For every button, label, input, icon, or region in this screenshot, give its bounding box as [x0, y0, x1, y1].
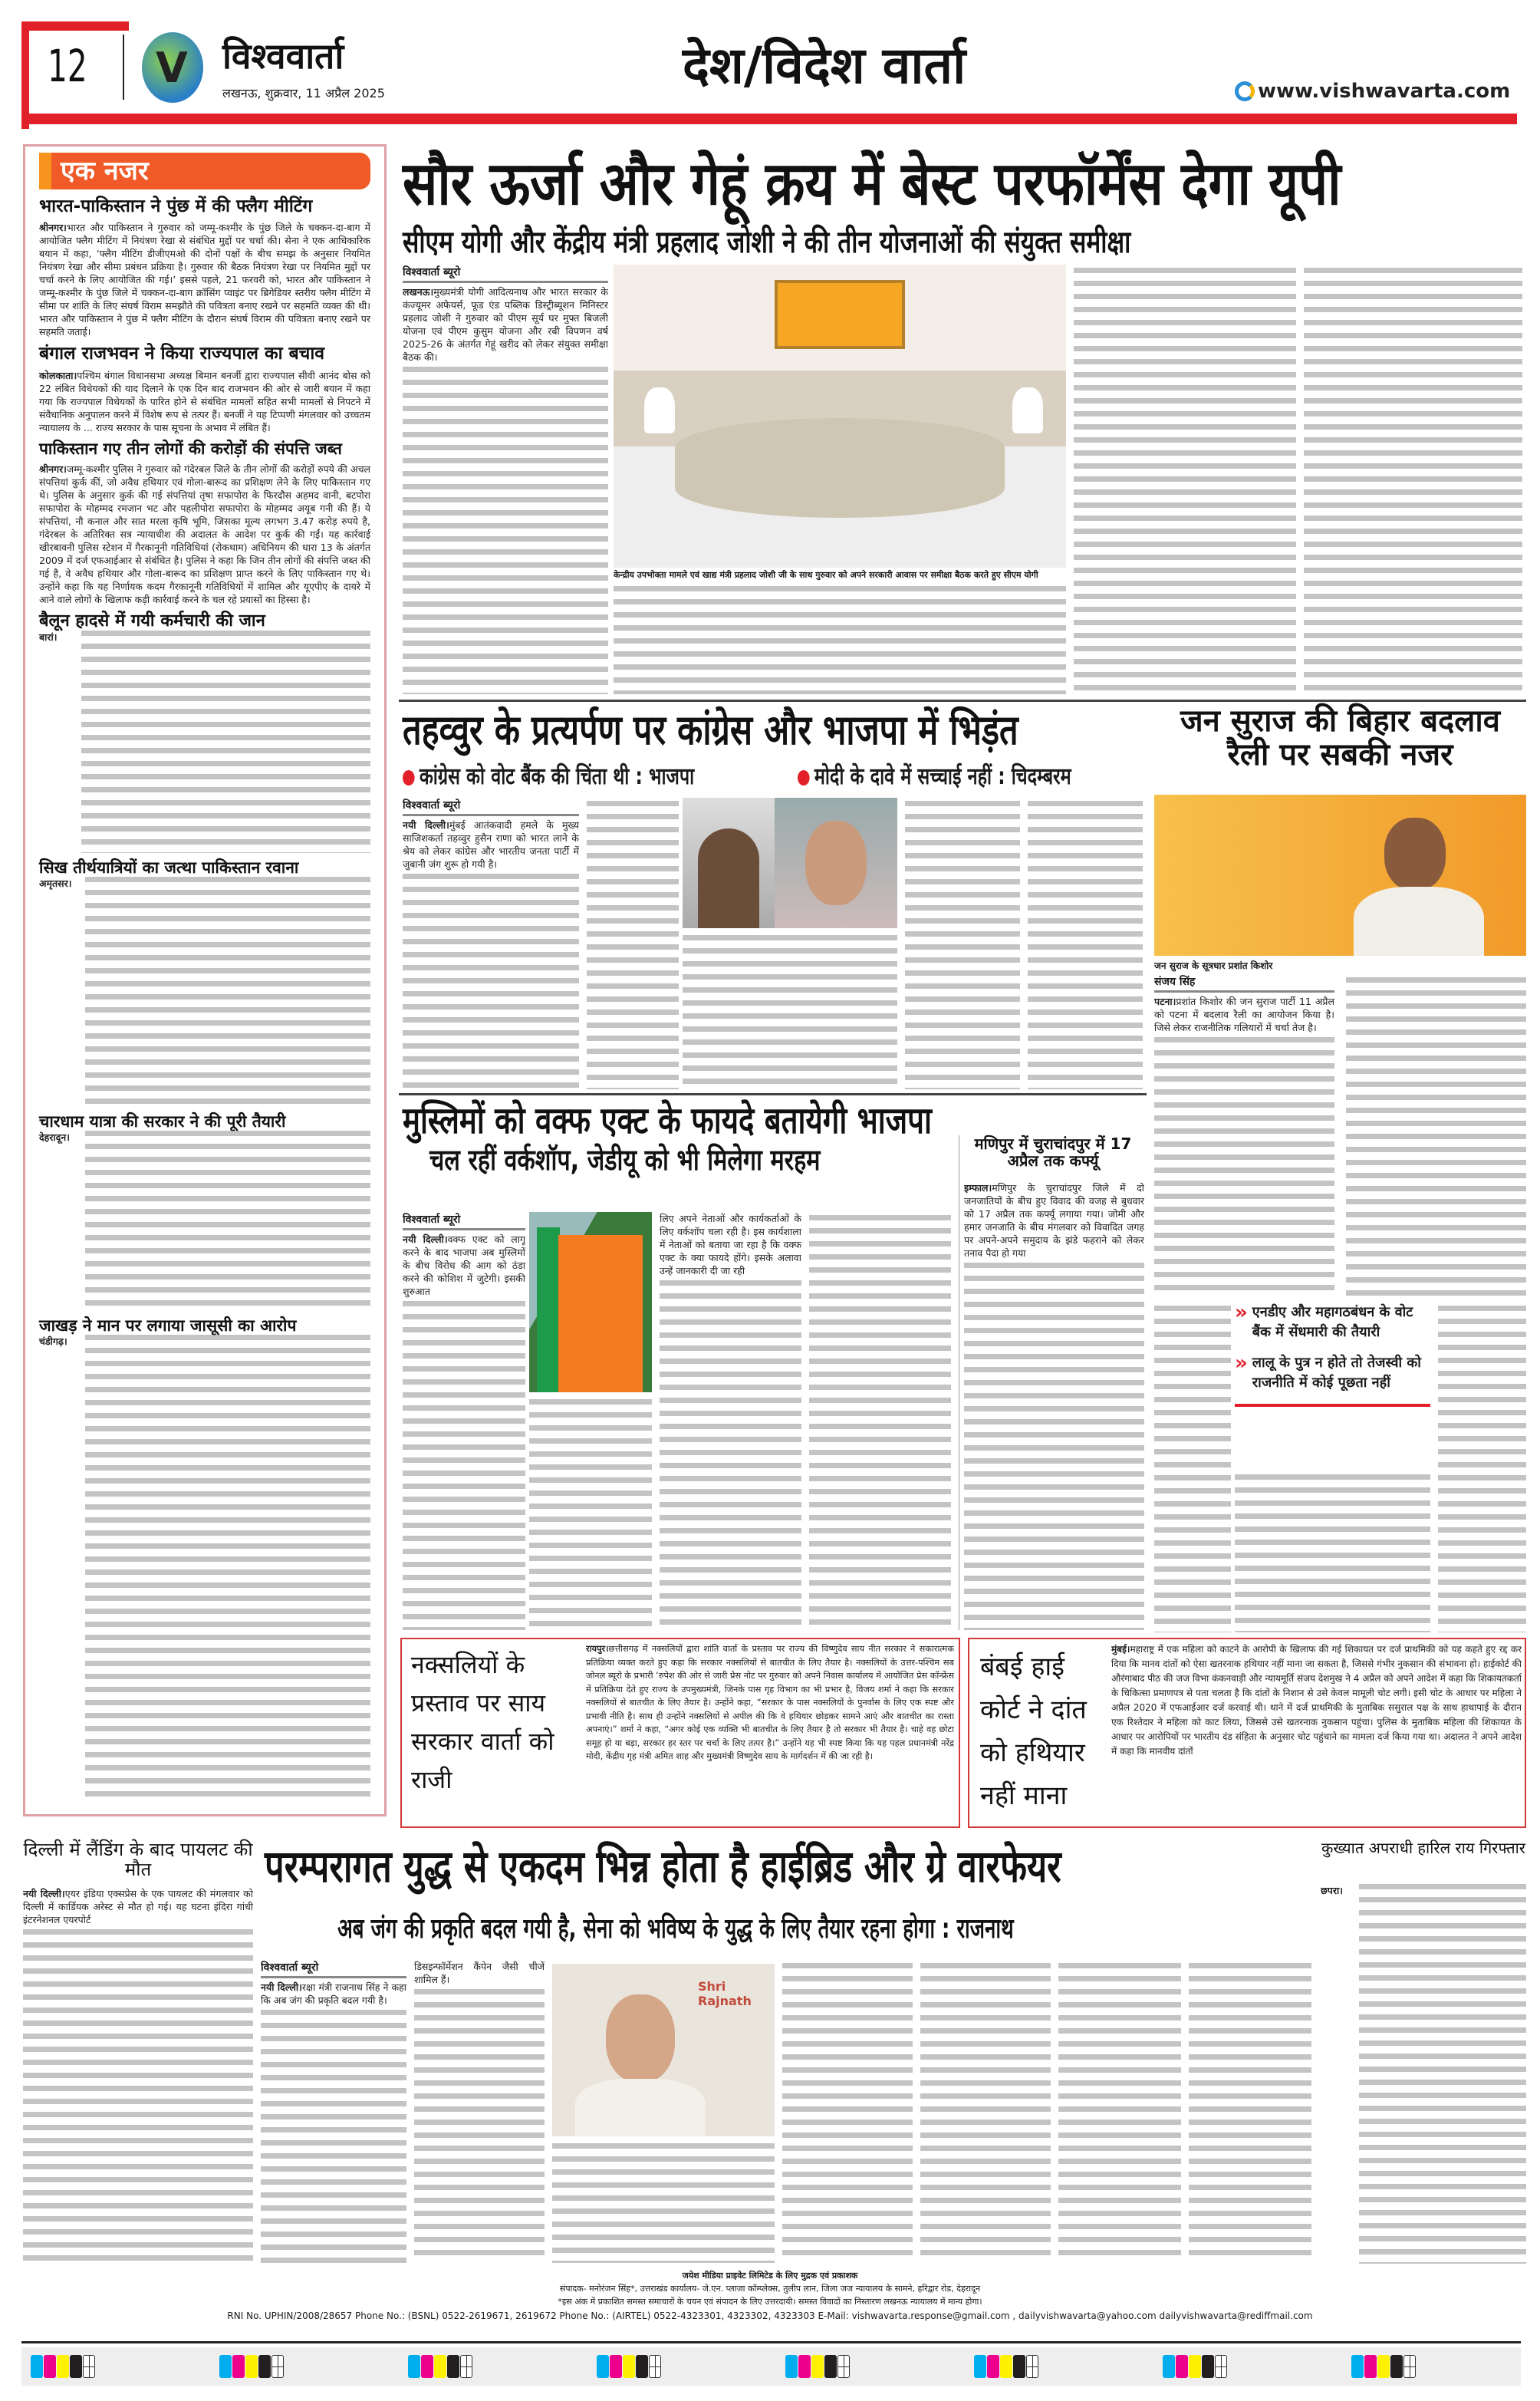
registration-marks	[21, 2347, 1521, 2386]
place: नयी दिल्ली।	[403, 819, 449, 831]
footer-rule	[21, 2341, 1521, 2343]
pilot-headline: दिल्ली में लैंडिंग के बाद पायलट की मौत	[23, 1839, 253, 1881]
imprint-line: जयेश मीडिया प्राइवेट लिमिटेड के लिए मुद्रक एवं प्रकाशक	[682, 2271, 858, 2281]
haril-story	[1321, 1839, 1526, 2265]
pilot-story	[23, 1839, 253, 2265]
color-swatch	[974, 2355, 986, 2378]
article-text: डिसइन्फॉर्मेशन कैंपेन जैसी चीजें शामिल हैं।	[414, 1961, 545, 1985]
place: पटना।	[1154, 996, 1176, 1007]
color-swatch	[258, 2355, 271, 2378]
news-headline: जाखड़ ने मान पर लगाया जासूसी का आरोप	[39, 1316, 297, 1336]
news-place: श्रीनगर।	[39, 463, 67, 475]
color-swatch	[987, 2355, 999, 2378]
place: रायपुर।	[586, 1644, 609, 1654]
news-headline: पाकिस्तान गए तीन लोगों की करोड़ों की संपत्ति जब्त	[39, 439, 342, 458]
place: मुंबई।	[1111, 1644, 1130, 1655]
color-swatch	[824, 2355, 837, 2378]
ek-nazar-stories	[39, 189, 370, 1800]
color-swatch	[597, 2355, 609, 2378]
news-headline: चारधाम यात्रा की सरकार ने की पूरी तैयारी	[39, 1112, 286, 1131]
page-number: 12	[48, 40, 87, 92]
article-text: मुंबई आतंकवादी हमले के मुख्य साजिशकर्ता तहव्वुर हुसैन राणा को भारत लाने के श्रेय को लेकर कांग्रेस और भारतीय जनता पार्टी में जुबानी जंग शुरू हो गयी है।	[403, 819, 579, 870]
color-swatch	[31, 2355, 43, 2378]
photo-caption: जन सुराज के सूत्रधार प्रशांत किशोर	[1154, 960, 1273, 971]
article-text: मुख्यमंत्री योगी आदित्यनाथ और भारत सरकार के कंज्यूमर अफेयर्स, फूड एंड पब्लिक डिस्ट्रीब्यूशन मिनिस्टर प्रहलाद जोशी ने गुरुवार को पीएम सूर्य घर मुफ्त बिजली योजना एवं पीएम कुसुम योजना और रबी विपणन वर्ष 2025-26 के अंतर्गत गेहूं खरीद को लेकर संयुक्त समीक्षा बैठक की।	[403, 286, 608, 363]
color-swatch	[70, 2355, 82, 2378]
news-headline: बैलून हादसे में गयी कर्मचारी की जान	[39, 611, 265, 631]
place: नयी दिल्ली।	[261, 1981, 302, 1993]
byline: विश्ववार्ता ब्यूरो	[261, 1960, 406, 1978]
color-swatch	[421, 2355, 433, 2378]
color-swatch	[785, 2355, 798, 2378]
waqf-subheadline: चल रहीं वर्कशॉप, जेडीयू को भी मिलेगा मरहम	[429, 1143, 821, 1177]
news-headline: भारत-पाकिस्तान ने पुंछ में की फ्लैग मीटिंग	[39, 196, 313, 216]
news-headline: बंगाल राजभवन ने किया राज्यपाल का बचाव	[39, 344, 325, 364]
haril-headline: कुख्यात अपराधी हारिल राय गिरफ्तार	[1321, 1839, 1525, 1857]
color-swatch	[434, 2355, 446, 2378]
news-item	[39, 1317, 370, 1800]
article-text: मणिपुर के चुराचांदपुर जिले में दो जनजातियों के बीच हुए विवाद की वजह से बुधवार को 17 अप्रैल तक कर्फ्यू लगाया गया। जोमी और हमार जनजाति के बीच मंगलवार को विवादित जगह पर अपने-अपने समुदाय के झंडे फहराने को लेकर तनाव पैदा हो गया	[964, 1182, 1144, 1259]
news-item	[39, 859, 370, 1107]
prashant-kishor-photo	[1154, 795, 1526, 956]
pull-quotes	[1235, 1303, 1430, 1407]
divider	[399, 700, 1526, 702]
news-item	[39, 612, 370, 853]
meeting-photo	[614, 265, 1066, 568]
divider	[399, 1093, 1147, 1095]
ek-nazar-label-bar	[39, 153, 370, 189]
color-swatch	[1176, 2355, 1188, 2378]
news-item	[39, 344, 370, 433]
news-headline: सिख तीर्थयात्रियों का जत्था पाकिस्तान रवाना	[39, 858, 299, 877]
paper-name: विश्ववार्ता	[222, 35, 344, 77]
color-swatch	[1000, 2355, 1012, 2378]
ek-nazar-label: एक नजर	[61, 156, 149, 186]
news-place: बारां।	[39, 631, 58, 643]
color-swatch	[219, 2355, 232, 2378]
chevron-icon: »	[1235, 1352, 1248, 1375]
byline: विश्ववार्ता ब्यूरो	[403, 798, 579, 816]
crosshair-mark	[649, 2355, 661, 2378]
crosshair-mark	[460, 2355, 472, 2378]
logo-icon: V	[142, 32, 203, 103]
imprint-line: *इस अंक में प्रकाशित समस्त समाचारों के चयन एवं संपादन के लिए उत्तरदायी। समस्त विवादों का निस्तारण लखनऊ न्यायालय में मान्य होगा।	[558, 2297, 982, 2307]
ek-nazar-column	[23, 144, 387, 1816]
news-text: पश्चिम बंगाल विधानसभा अध्यक्ष बिमान बनर्जी द्वारा राज्यपाल सीवी आनंद बोस को 22 लंबित विधेयकों की याद दिलाने के एक दिन बाद राजभवन की ओर से जारी बयान में कहा गया कि राज्यपाल विधेयकों के पारित होने से संबंधित मामलों सहित सभी मामलों से निपटने में संवैधानिक अनुपालन करने में विशेष रूप से तत्पर हैं। बनर्जी ने यह टिप्पणी मंगलवार को उच्चतम न्यायालय के ... राज्य सरकार के पास सूचना के अभाव में लंबित हैं।	[39, 369, 370, 433]
pull-quote: लालू के पुत्र न होते तो तेजस्वी को राजनीति में कोई पूछता नहीं	[1252, 1355, 1421, 1391]
news-place: कोलकाता।	[39, 369, 77, 381]
jan-suraj-box	[1154, 704, 1526, 1634]
taj-hotel-photo	[683, 798, 775, 928]
manipur-headline: मणिपुर में चुराचांदपुर में 17 अप्रैल तक कर्फ्यू	[974, 1135, 1132, 1170]
imprint-line: संपादक- मनोरंजन सिंह*, उत्तराखंड कार्यालय- जे.एन. प्लाजा कॉम्प्लेक्स, तुलीप लान, जिला जज न्यायालय के सामने, हरिद्वार रोड, देहरादून	[559, 2284, 981, 2294]
color-swatch	[408, 2355, 420, 2378]
tahawwur-bullet-1: कांग्रेस को वोट बैंक की चिंता थी : भाजपा	[403, 759, 694, 791]
photo-caption: केन्द्रीय उपभोक्ता मामले एवं खाद्य मंत्री प्रहलाद जोशी जी के साथ गुरुवार को अपने सरकारी आवास पर समीक्षा बैठक करते हुए सीएम योगी	[614, 570, 1038, 580]
bullet-icon	[798, 770, 810, 786]
tahawwur-photo	[775, 798, 897, 928]
color-swatch	[1351, 2355, 1364, 2378]
article-text: महाराष्ट्र में एक महिला को काटने के आरोपी के खिलाफ की गई शिकायत पर दर्ज प्राथमिकी को यह कहते हुए रद्द कर दिया कि मानव दांतों को ऐसा खतरनाक हथियार नहीं माना जा सकता है, जिससे गंभीर नुकसान की संभावना हो। हाईकोर्ट की औरंगाबाद पीठ की जज विभा कंकनवाड़ी और न्यायमूर्ति संजय देशमुख ने 4 अप्रैल को अपने आदेश में कहा कि शिकायतकर्ता के चिकित्सा प्रमाणपत्र से पता चलता है कि दांतों के निशान से उसे केवल मामूली चोट लगी। इसी चोट के आधार पर महिला ने अप्रैल 2020 में एफआईआर दर्ज करवाई थी। थाने में दर्ज प्राथमिकी के मुताबिक ससुराल पक्ष के साथ हाथापाई के दौरान एक रिश्तेदार ने महिला को काट लिया, जिससे उसे खतरनाक नुकसान पहुंचा। पुलिस के मुताबिक महिला की शिकायत के आधार पर आरोपियों पर भारतीय दंड संहिता के अनुसार चोट पहुंचाने का मामला दर्ज किया गया था। अदालत ने अपने आदेश में कहा कि मानवीय दांतों	[1111, 1644, 1522, 1757]
news-item	[39, 440, 370, 606]
color-swatch	[1013, 2355, 1025, 2378]
news-item	[39, 1113, 370, 1311]
news-place: चंडीगढ़।	[39, 1336, 67, 1348]
bjp-flag-photo	[529, 1212, 652, 1392]
masthead-rule	[21, 114, 1517, 124]
crosshair-mark	[1403, 2355, 1416, 2378]
color-swatch	[1377, 2355, 1390, 2378]
waqf-headline: मुस्लिमों को वक्फ एक्ट के फायदे बतायेगी भाजपा	[403, 1099, 932, 1142]
color-swatch	[44, 2355, 56, 2378]
imprint	[0, 2269, 1540, 2323]
naxal-headline: नक्सलियों के प्रस्ताव पर साय सरकार वार्ता को राजी	[411, 1650, 554, 1794]
color-swatch	[1189, 2355, 1201, 2378]
news-place: श्रीनगर।	[39, 222, 67, 234]
article-text: एयर इंडिया एक्सप्रेस के एक पायलट की मंगलवार को दिल्ली में कार्डियक अरेस्ट से मौत हो गई। यह घटना इंदिरा गांधी इंटरनेशनल एयरपोर्ट	[23, 1888, 253, 1925]
crosshair-mark	[1215, 2355, 1227, 2378]
war-subheadline: अब जंग की प्रकृति बदल गयी है, सेना को भविष्य के युद्ध के लिए तैयार रहना होगा : राजनाथ	[337, 1913, 1014, 1945]
crosshair-mark	[837, 2355, 850, 2378]
bombay-hc-box	[968, 1638, 1526, 1828]
article-text: रक्षा मंत्री राजनाथ सिंह ने कहा कि अब जंग की प्रकृति बदल गयी है।	[261, 1981, 406, 2006]
color-swatch	[623, 2355, 635, 2378]
news-item	[39, 197, 370, 338]
color-swatch	[1364, 2355, 1377, 2378]
news-text: जम्मू-कश्मीर पुलिस ने गुरुवार को गंदेरबल जिले के तीन लोगों की करोड़ों रुपये की अचल संपत्तियां कुर्क कीं, जो अवैध हथियार एवं गोला-बारूद का प्रशिक्षण लेने के लिए पाकिस्तान गए थे। पुलिस के अनुसार कुर्क की गई संपत्तियां तृषा सफापोरा के फिरदौस अहमद वानी, बटपोरा सफापोरा के मोहम्मद रमजान भट और पहलीपोरा सफापोरा के मोहम्मद अयूब गनी की हैं। ये संपत्तियां, नौ कनाल और सात मरला कृषि भूमि, जिसका मूल्य लगभग 3.47 करोड़ रुपये है, गंदेरबल के अतिरिक्त सत्र न्यायाधीश की अदालत के आदेश पर कुर्क की गईं। यह कार्रवाई खीरबावनी पुलिस स्टेशन में गैरकानूनी गतिविधियां (रोकथाम) अधिनियम की धारा 13 के अंतर्गत 2009 में दर्ज एफआईआर से संबंधित है। पुलिस ने कहा कि जिन तीन लोगों की संपत्ति जब्त की गई है, वे अवैध हथियार और गोला-बारूद का प्रशिक्षण प्राप्त करने के लिए पाकिस्तान गए थे। उन्होंने कहा कि यह निर्णायक कदम गैरकानूनी गतिविधियों में शामिल और यूएपीए के दायरे में आने वाले लोगों के खिलाफ कड़ी कार्रवाई करने के चल रहे प्रयासों का हिस्सा है।	[39, 463, 370, 605]
pull-quote: एनडीए और महागठबंधन के वोट बैंक में सेंधमारी की तैयारी	[1252, 1304, 1413, 1340]
news-place: देहरादून।	[39, 1131, 70, 1144]
crosshair-mark	[83, 2355, 95, 2378]
masthead	[0, 0, 1540, 134]
article-text: लिए अपने नेताओं और कार्यकर्ताओं के लिए वर्कशॉप चला रही है। इस कार्यशाला में नेताओं को बताया जा रहा है कि वक्फ एक्ट के क्या फायदे होंगे। इसके अलावा उन्हें जानकारी दी जा रही	[660, 1213, 801, 1276]
website-link[interactable]: www.vishwavarta.com	[1258, 80, 1511, 103]
place: नयी दिल्ली।	[23, 1888, 65, 1899]
masthead-frame-left	[21, 21, 29, 129]
divider	[123, 35, 124, 100]
news-text: भारत और पाकिस्तान ने गुरुवार को जम्मू-कश्मीर के पुंछ जिले के चक्कन-दा-बाग में आयोजित फ्लैग मीटिंग में नियंत्रण रेखा से संबंधित मुद्दों पर चर्चा की। सेना ने एक आधिकारिक बयान में कहा, ‘फ्लैग मीटिंग डीजीएमओ की दोनों पक्षों के बीच समझ के अनुसार नियमित नियंत्रण रेखा और सीमा प्रबंधन प्रक्रिया है। गुरुवार की बैठक नियंत्रण रेखा पर नियमित मुद्दों पर चर्चा करने के लिए आयोजित की गई।’ इससे पहले, 21 फरवरी को, भारत और पाकिस्तान ने जम्मू-कश्मीर के पुंछ जिले में चक्कन-दा-बाग क्रॉसिंग प्वाइंट पर ब्रिगेडियर स्तरीय फ्लैग मीटिंग में सीमा पर शांति के लिए संघर्ष विराम समझौते की पवित्रता बनाए रखने पर सहमति व्यक्त की थी। भारत और पाकिस्तान ने पुंछ में फ्लैग मीटिंग के दौरान संघर्ष विराम की पवित्रता बनाए रखने पर सहमति जताई।	[39, 222, 370, 338]
color-swatch	[1390, 2355, 1403, 2378]
news-place: अमृतसर।	[39, 877, 72, 889]
lead-subheadline: सीएम योगी और केंद्रीय मंत्री प्रहलाद जोशी ने की तीन योजनाओं की संयुक्त समीक्षा	[403, 225, 1131, 260]
article-text: वक्फ एक्ट को लागू करने के बाद भाजपा अब मुस्लिमों के बीच विरोध की आग को ठंडा करने की कोशिश में जुटेगी। इसकी शुरुआत	[403, 1233, 525, 1297]
byline: विश्ववार्ता ब्यूरो	[403, 1212, 525, 1230]
jan-suraj-headline: जन सुराज की बिहार बदलाव रैली पर सबकी नजर	[1180, 703, 1501, 772]
imprint-contact: RNI No. UPHIN/2008/28657 Phone No.: (BSNL) 0522-2619671, 2619672 Phone No.: (AIRTEL) 0522-4323301, 4323302, 4323303 E-Mail: vishwavarta.response@gmail.com , dailyvishwavarta@yahoo.com dailyvishwavarta@rediffmail.com	[227, 2310, 1313, 2321]
place: इम्फाल।	[964, 1182, 992, 1194]
place: लखनऊ।	[403, 286, 434, 298]
color-swatch	[636, 2355, 648, 2378]
tahawwur-headline: तहव्वुर के प्रत्यर्पण पर कांग्रेस और भाजपा में भिड़ंत	[403, 706, 1018, 754]
chevron-icon: »	[1235, 1301, 1248, 1324]
color-swatch	[57, 2355, 69, 2378]
bullet-icon	[403, 770, 415, 786]
crosshair-mark	[271, 2355, 284, 2378]
naxal-box	[400, 1638, 960, 1828]
internet-icon	[1235, 81, 1255, 101]
bombay-hc-headline: बंबई हाई कोर्ट ने दांत को हथियार नहीं माना	[980, 1652, 1087, 1811]
rajnath-singh-photo	[552, 1964, 775, 2136]
dateline: लखनऊ, शुक्रवार, 11 अप्रैल 2025	[222, 86, 385, 100]
color-swatch	[447, 2355, 459, 2378]
manipur-box	[959, 1135, 1147, 1630]
place: नयी दिल्ली।	[403, 1233, 448, 1245]
place: छपरा।	[1321, 1885, 1343, 1896]
color-swatch	[232, 2355, 245, 2378]
byline: संजय सिंह	[1154, 974, 1334, 993]
photo-backdrop-text: Shri Rajnath	[698, 1979, 752, 2008]
section-title: देश/विदेश वार्ता	[683, 36, 966, 95]
war-headline: परम्परागत युद्ध से एकदम भिन्न होता है हाईब्रिड और ग्रे वारफेयर	[265, 1840, 1061, 1892]
color-swatch	[245, 2355, 258, 2378]
color-swatch	[610, 2355, 622, 2378]
lead-headline: सौर ऊर्जा और गेहूं क्रय में बेस्ट परफॉर्मेंस देगा यूपी	[403, 150, 1341, 219]
color-swatch	[1202, 2355, 1214, 2378]
color-swatch	[811, 2355, 824, 2378]
color-swatch	[1163, 2355, 1175, 2378]
article-text: प्रशांत किशोर की जन सुराज पार्टी 11 अप्रैल को पटना में बदलाव रैली का आयोजन किया है। जिसे लेकर राजनीतिक गलियारों में चर्चा तेज है।	[1154, 996, 1334, 1033]
tahawwur-bullet-2: मोदी के दावे में सच्चाई नहीं : चिदम्बरम	[798, 759, 1071, 791]
color-swatch	[798, 2355, 811, 2378]
crosshair-mark	[1026, 2355, 1038, 2378]
masthead-frame	[21, 21, 129, 31]
article-text: छत्तीसगढ़ में नक्सलियों द्वारा शांति वार्ता के प्रस्ताव पर राज्य की विष्णुदेव साय नीत सरकार ने सकारात्मक प्रतिक्रिया व्यक्त करते हुए कहा कि सरकार नक्सलियों से बातचीत के लिए तैयार है। नक्सलियों के उत्तर-पश्चिम सब जोनल ब्यूरो के प्रभारी ‘रुपेश की ओर से जारी प्रेस नोट पर गुरुवार को अपने निवास कार्यालय में आयोजित प्रेस कॉन्फ्रेंस में प्रतिक्रिया देते हुए राज्य के उपमुख्यमंत्री, जिनके पास गृह विभाग का भी प्रभार है, विजय शर्मा ने कहा कि सरकार नक्सलियों से बातचीत के लिए तैयार है। उन्होंने कहा, “सरकार के पास नक्सलियों के पुनर्वास के लिए एक स्पष्ट और प्रभावी नीति है। साथ ही उन्होंने नक्सलियों से अपील की कि वे हथियार छोड़कर सामने आएं और बातचीत का रास्ता अपनाएं।” शर्मा ने कहा, “अगर कोई एक व्यक्ति भी बातचीत के लिए तैयार है तो सरकार भी तैयार है। चाहे वह छोटा समूह हो या बड़ा, सरकार हर स्तर पर चर्चा के लिए तत्पर है।” उन्होंने यह भी स्पष्ट किया कि यह पहल प्रधानमंत्री नरेंद्र मोदी, केंद्रीय गृह मंत्री अमित शाह और मुख्यमंत्री विष्णुदेव साय के मार्गदर्शन में की जा रही है।	[586, 1644, 954, 1761]
byline: विश्ववार्ता ब्यूरो	[403, 265, 608, 283]
